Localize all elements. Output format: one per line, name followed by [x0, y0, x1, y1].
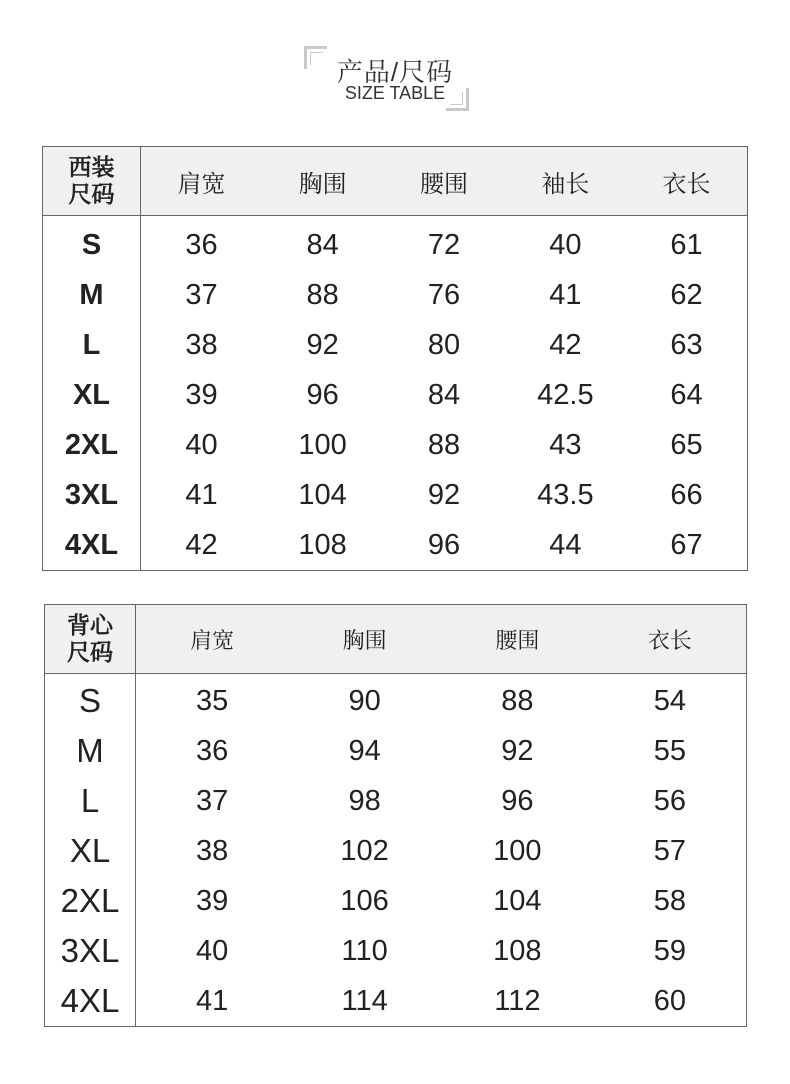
table-cell: 64: [670, 378, 703, 411]
suit-size-table: [42, 146, 748, 571]
table-cell: 54: [653, 684, 686, 717]
column-header-shoulder: 肩宽: [136, 605, 289, 674]
size-label: S: [43, 216, 141, 271]
table-cell: 100: [493, 834, 542, 867]
table-row: [45, 976, 747, 1027]
table-cell: 90: [348, 684, 381, 717]
table-row: [43, 470, 748, 520]
table-cell: 60: [653, 984, 686, 1017]
table-cell: 106: [340, 884, 389, 917]
table-cell: 55: [653, 734, 686, 767]
column-header-sleeve: 袖长: [505, 147, 626, 216]
column-header-waist: 腰围: [383, 147, 504, 216]
table-corner-label: 西装 尺码: [43, 147, 141, 216]
page-subtitle: SIZE TABLE: [344, 83, 446, 103]
table-cell: 88: [501, 684, 534, 717]
size-label: 4XL: [43, 520, 141, 571]
table-cell: 66: [670, 478, 703, 511]
page-title: 产品/尺码: [336, 57, 454, 87]
table-cell: 92: [306, 328, 339, 361]
table-cell: 88: [427, 428, 461, 461]
table-cell: 104: [298, 478, 347, 511]
column-header-length: 衣长: [626, 147, 747, 216]
size-label: 2XL: [45, 876, 136, 926]
table-row: [45, 726, 747, 776]
table-row: [45, 926, 747, 976]
size-label: M: [45, 726, 136, 776]
table-cell: 102: [340, 834, 389, 867]
table-cell: 67: [670, 528, 703, 561]
table-cell: 84: [306, 228, 339, 261]
table-cell: 94: [348, 734, 381, 767]
size-label: M: [43, 270, 141, 320]
table-cell: 62: [670, 278, 703, 311]
table-cell: 92: [501, 734, 534, 767]
size-label: L: [43, 320, 141, 370]
table-cell: 42: [185, 528, 218, 561]
table-row: [45, 876, 747, 926]
table-cell: 108: [493, 934, 542, 967]
table-header-row: [45, 605, 747, 674]
table-cell: 59: [653, 934, 686, 967]
table-row: [45, 674, 747, 727]
table-cell: 36: [195, 734, 229, 767]
table-row: [43, 216, 748, 271]
page-header: [0, 0, 790, 130]
table-cell: 40: [195, 934, 229, 967]
table-cell: 76: [427, 278, 461, 311]
table-cell: 96: [501, 784, 534, 817]
size-label: L: [45, 776, 136, 826]
table-cell: 39: [195, 884, 229, 917]
table-cell: 63: [670, 328, 703, 361]
corner-bracket-bottom-right: [446, 88, 469, 111]
table-cell: 41: [185, 478, 218, 511]
table-cell: 42: [549, 328, 582, 361]
table-cell: 43: [549, 428, 582, 461]
column-header-waist: 腰围: [441, 605, 594, 674]
table-cell: 88: [306, 278, 339, 311]
size-label: S: [45, 674, 136, 727]
table-cell: 84: [427, 378, 461, 411]
table-row: [43, 420, 748, 470]
table-row: [45, 826, 747, 876]
table-row: [45, 776, 747, 826]
table-cell: 40: [185, 428, 218, 461]
table-cell: 114: [341, 984, 388, 1017]
table-cell: 38: [195, 834, 229, 867]
table-cell: 38: [185, 328, 218, 361]
table-cell: 40: [549, 228, 582, 261]
table-cell: 104: [493, 884, 542, 917]
column-header-chest: 胸围: [262, 147, 383, 216]
table-cell: 58: [653, 884, 686, 917]
table-cell: 112: [494, 984, 541, 1017]
table-cell: 56: [653, 784, 686, 817]
table-cell: 100: [298, 428, 347, 461]
table-cell: 44: [549, 528, 582, 561]
size-label: 4XL: [45, 976, 136, 1027]
table-cell: 41: [549, 278, 582, 311]
table-cell: 37: [185, 278, 218, 311]
table-cell: 96: [306, 378, 339, 411]
table-cell: 37: [195, 784, 229, 817]
column-header-chest: 胸围: [288, 605, 441, 674]
table-cell: 92: [427, 478, 461, 511]
table-cell: 65: [670, 428, 703, 461]
size-label: 2XL: [43, 420, 141, 470]
table-cell: 41: [195, 984, 229, 1017]
table-cell: 61: [670, 228, 703, 261]
table-cell: 57: [653, 834, 686, 867]
table-header-row: [43, 147, 748, 216]
size-label: XL: [43, 370, 141, 420]
table-row: [43, 370, 748, 420]
size-label: 3XL: [45, 926, 136, 976]
table-cell: 72: [427, 228, 461, 261]
table-cell: 108: [298, 528, 347, 561]
table-cell: 43.5: [537, 478, 594, 511]
size-label: XL: [45, 826, 136, 876]
table-cell: 110: [341, 934, 388, 967]
table-cell: 96: [427, 528, 461, 561]
table-row: [43, 320, 748, 370]
table-cell: 80: [427, 328, 461, 361]
size-label: 3XL: [43, 470, 141, 520]
table-cell: 42.5: [537, 378, 594, 411]
table-cell: 98: [348, 784, 381, 817]
table-corner-label: 背心 尺码: [45, 605, 136, 674]
table-row: [43, 270, 748, 320]
vest-size-table: [44, 604, 747, 1027]
column-header-shoulder: 肩宽: [141, 147, 262, 216]
table-cell: 39: [185, 378, 218, 411]
table-row: [43, 520, 748, 571]
table-cell: 36: [185, 228, 218, 261]
column-header-length: 衣长: [594, 605, 747, 674]
table-cell: 35: [195, 684, 229, 717]
